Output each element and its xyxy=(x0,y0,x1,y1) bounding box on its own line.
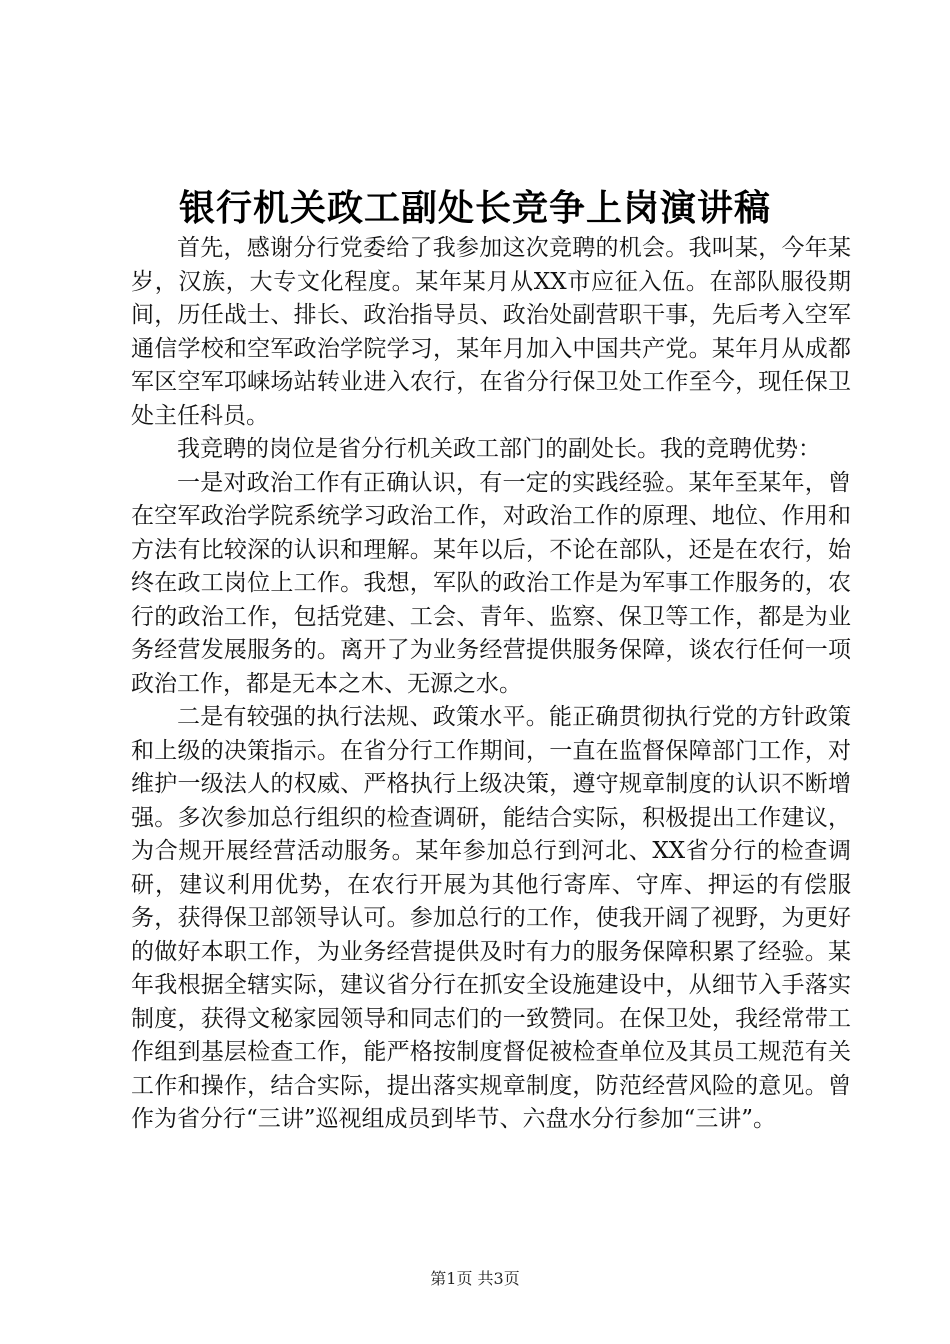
document-title: 银行机关政工副处长竞争上岗演讲稿 xyxy=(178,187,771,229)
paragraph-position: 我竞聘的岗位是省分行机关政工部门的副处长。我的竞聘优势： xyxy=(177,436,821,462)
paragraph-advantage-one: 一是对政治工作有正确认识，有一定的实践经验。某年至某年，曾在空军政治学院系统学习政治工作，对政治工作的原理、地位、作用和方法有比较深的认识和理解。某年以后，不论在部队，还是在农行，始终在政工岗位上工作。我想，军队的政治工作是为军事工作服务的，农行的政治工作，包括党建、工会、青年、监察、保卫等工作，都是为业务经营发展服务的。离开了为业务经营提供服务保障，谈农行任何一项政治工作，都是无本之木、无源之水。 xyxy=(131,469,851,697)
paragraph-advantage-two: 二是有较强的执行法规、政策水平。能正确贯彻执行党的方针政策和上级的决策指示。在省分行工作期间，一直在监督保障部门工作，对维护一级法人的权威、严格执行上级决策，遵守规章制度的认识不断增强。多次参加总行组织的检查调研，能结合实际，积极提出工作建议，为合规开展经营活动服务。某年参加总行到河北、XX省分行的检查调研，建议利用优势，在农行开展为其他行寄库、守库、押运的有偿服务，获得保卫部领导认可。参加总行的工作，使我开阔了视野，为更好的做好本职工作，为业务经营提供及时有力的服务保障积累了经验。某年我根据全辖实际，建议省分行在抓安全设施建设中，从细节入手落实制度，获得文秘家园领导和同志们的一致赞同。在保卫处，我经常带工作组到基层检查工作，能严格按制度督促被检查单位及其员工规范有关工作和操作，结合实际，提出落实规章制度，防范经营风险的意见。曾作为省分行“三讲”巡视组成员到毕节、六盘水分行参加“三讲”。 xyxy=(131,704,851,1132)
paragraph-introduction: 首先，感谢分行党委给了我参加这次竞聘的机会。我叫某，今年某岁，汉族，大专文化程度。某年某月从XX市应征入伍。在部队服役期间，历任战士、排长、政治指导员、政治处副营职干事，先后考入空军通信学校和空军政治学院学习，某年月加入中国共产党。某年月从成都军区空军邛崃场站转业进入农行，在省分行保卫处工作至今，现任保卫处主任科员。 xyxy=(131,235,851,429)
page-number-footer: 第1页 共3页 xyxy=(430,1269,520,1288)
document-body xyxy=(131,232,851,1137)
